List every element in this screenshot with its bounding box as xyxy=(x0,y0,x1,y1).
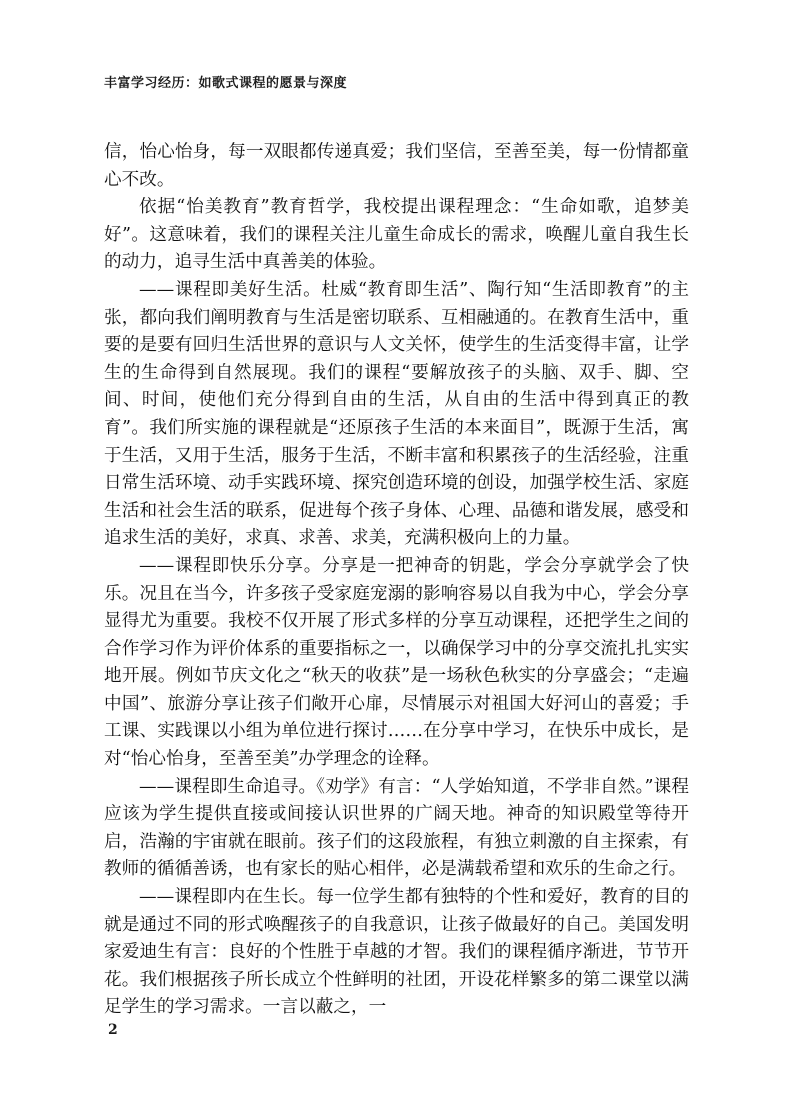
running-header: 丰富学习经历：如歌式课程的愿景与深度 xyxy=(104,76,348,91)
paragraph-beautiful-life: ——课程即美好生活。杜威“教育即生活”、陶行知“生活即教育”的主张，都向我们阐明教育与生活是密切联系、互相融通的。在教育生活中，重要的是要有回归生活世界的意识与人文关怀，使学生的生活变得丰富，让学生的生命得到自然展现。我们的课程“要解放孩子的头脑、双手、脚、空间、时间，使他们充分得到自由的生活，从自由的生活中得到真正的教育”。我们所实施的课程就是“还原孩子生活的本来面目”，既源于生活，寓于生活，又用于生活，服务于生活，不断丰富和积累孩子的生活经验，注重日常生活环境、动手实践环境、探究创造环境的创设，加强学校生活、家庭生活和社会生活的联系，促进每个孩子身体、心理、品德和谐发展，感受和追求生活的美好，求真、求善、求美，充满积极向上的力量。 xyxy=(104,279,689,549)
paragraph-happy-sharing: ——课程即快乐分享。分享是一把神奇的钥匙，学会分享就学会了快乐。况且在当今，许多孩子受家庭宠溺的影响容易以自我为中心，学会分享显得尤为重要。我校不仅开展了形式多样的分享互动课程，还把学生之间的合作学习作为评价体系的重要指标之一，以确保学习中的分享交流扎扎实实地开展。例如节庆文化之“秋天的收获”是一场秋色秋实的分享盛会；“走遍中国”、旅游分享让孩子们敞开心扉，尽情展示对祖国大好河山的喜爱；手工课、实践课以小组为单位进行探讨……在分享中学习，在快乐中成长，是对“怡心怡身，至善至美”办学理念的诠释。 xyxy=(104,555,689,770)
paragraph-curriculum-philosophy: 依据“怡美教育”教育哲学，我校提出课程理念：“生命如歌，追梦美好”。这意味着，我们的课程关注儿童生命成长的需求，唤醒儿童自我生长的动力，追寻生活中真善美的体验。 xyxy=(104,197,689,273)
page-number: 2 xyxy=(108,1022,118,1038)
body-text xyxy=(104,139,689,1022)
paragraph-life-pursuit: ——课程即生命追寻。《劝学》有言：“人学始知道，不学非自然。”课程应该为学生提供直接或间接认识世界的广阔天地。神奇的知识殿堂等待开启，浩瀚的宇宙就在眼前。孩子们的这段旅程，有独立刺激的自主探索，有教师的循循善诱，也有家长的贴心相伴，必是满载希望和欢乐的生命之行。 xyxy=(104,776,689,880)
paragraph-inner-growth: ——课程即内在生长。每一位学生都有独特的个性和爱好，教育的目的就是通过不同的形式唤醒孩子的自我意识，让孩子做最好的自己。美国发明家爱迪生有言：良好的个性胜于卓越的才智。我们的课程循序渐进，节节开花。我们根据孩子所长成立个性鲜明的社团，开设花样繁多的第二课堂以满足学生的学习需求。一言以蔽之，一 xyxy=(104,887,689,1018)
paragraph-continuation: 信，怡心怡身，每一双眼都传递真爱；我们坚信，至善至美，每一份情都童心不改。 xyxy=(104,142,689,190)
